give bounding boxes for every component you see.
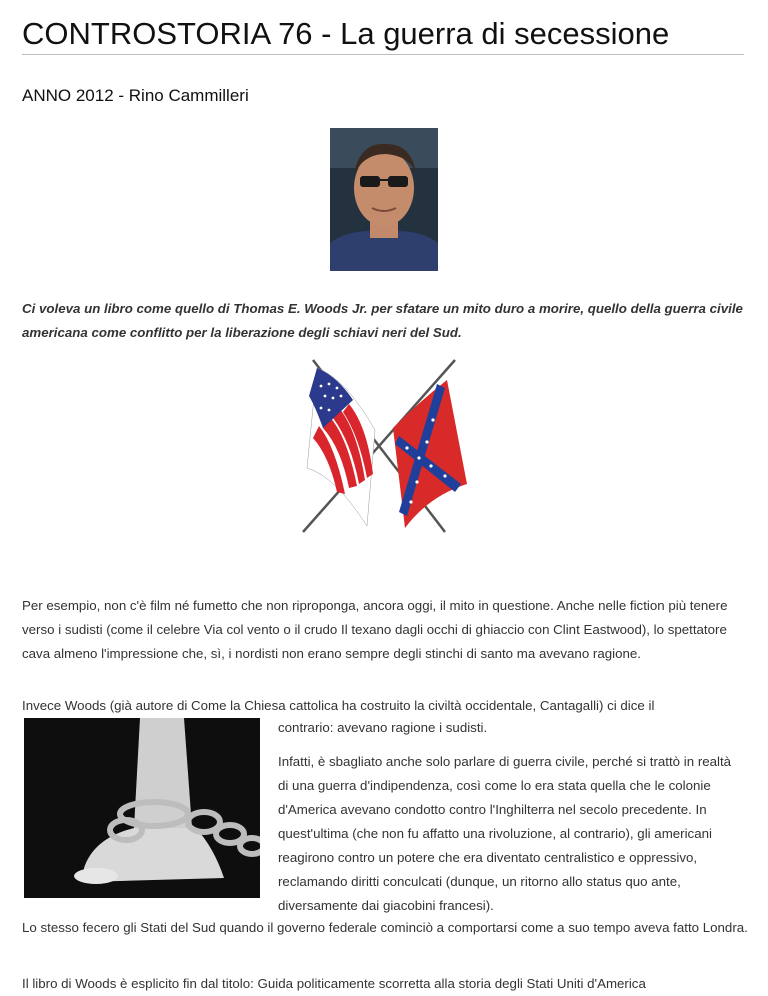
article-paragraph-3: Infatti, è sbagliato anche solo parlare di guerra civile, perché si trattò in realtà di una guerra d'indipendenza, così come lo era stata quella che le colonie d'America avevano condotto contro l'Inghilterra nel secolo precedente. In quest'ultima (che non fu affatto una rivoluzione, al contrario), gli americani reagirono contro un potere che era diventato centralistico e oppressivo, reclamando diritti conculcati (dunque, un ritorno allo status quo ante, diversamente dai giacobini francesi). [278,754,732,913]
article-subtitle: ANNO 2012 - Rino Cammilleri [22,86,249,105]
article-intro: Ci voleva un libro come quello di Thomas E. Woods Jr. per sfatare un mito duro a morire, quello della guerra civile americana come conflitto per la liberazione degli schiavi neri del Sud. [22,301,743,340]
article-title: CONTROSTORIA 76 - La guerra di secessione [22,14,744,55]
article-paragraph-5: Il libro di Woods è esplicito fin dal titolo: Guida politicamente scorretta alla storia degli Stati Uniti d'America [22,976,646,991]
article-paragraph-4: Lo stesso fecero gli Stati del Sud quando il governo federale cominciò a comportarsi come a suo tempo aveva fatto Londra. [22,920,748,935]
article-paragraph-2-end: contrario: avevano ragione i sudisti. [278,720,488,735]
crossed-flags-image [295,356,475,536]
article-paragraph-2-start: Invece Woods (già autore di Come la Chiesa cattolica ha costruito la civiltà occidentale, Cantagalli) ci dice il [22,698,655,713]
author-portrait-image [330,128,438,271]
shackled-foot-image [24,718,260,898]
article-paragraph-1: Per esempio, non c'è film né fumetto che non riproponga, ancora oggi, il mito in questione. Anche nelle fiction più tenere verso i sudisti (come il celebre Via col vento o il crudo Il texano dagli occhi di ghiaccio con Clint Eastwood), lo spettatore cava almeno l'impressione che, sì, i nordisti non erano sempre degli stinchi di santo ma avevano ragione. [22,598,728,661]
